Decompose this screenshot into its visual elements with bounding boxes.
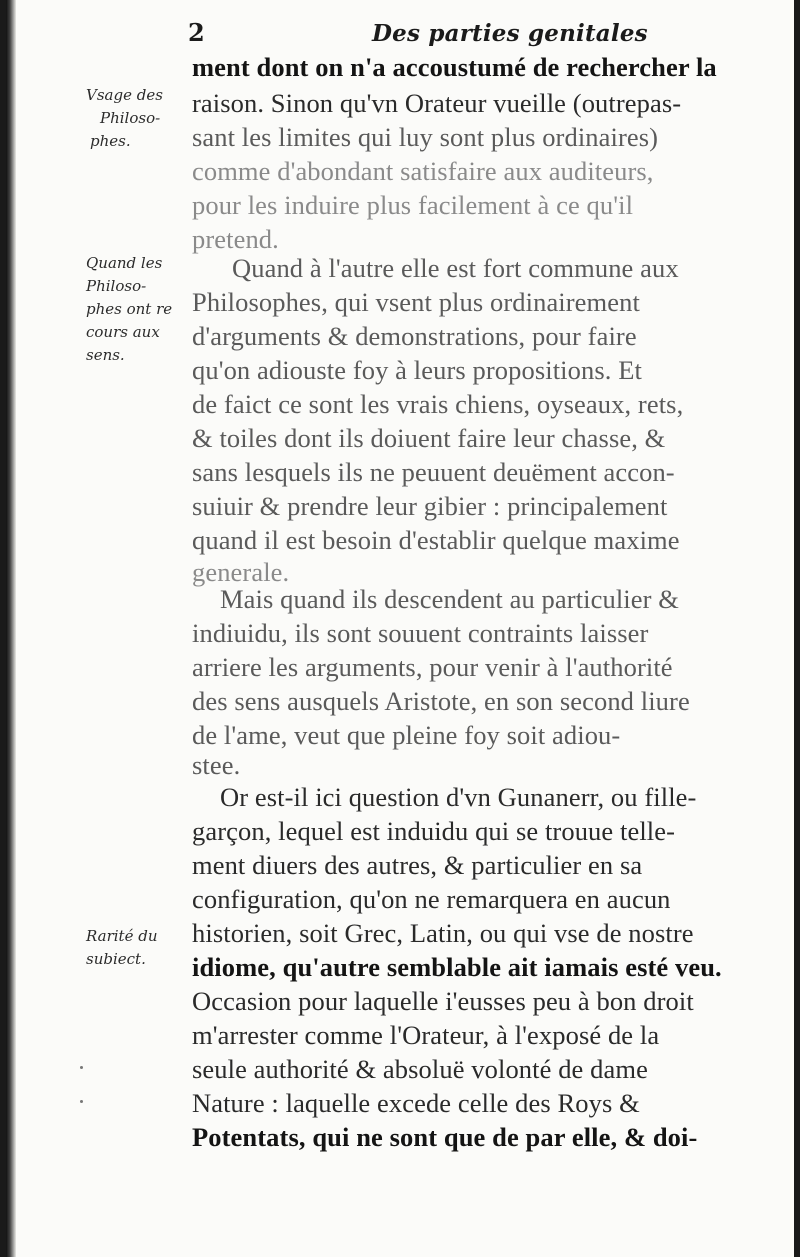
text-line: quand il est besoin d'establir quelque maxime [192, 525, 680, 555]
text-line: indiuidu, ils sont souuent contraints laisser [192, 618, 649, 648]
text-line: sans lesquels ils ne peuuent deuëment accon- [192, 457, 675, 487]
text-line: generale. [192, 557, 290, 587]
text-line: pour les induire plus facilement à ce qu'il [192, 190, 634, 220]
text-line: seule authorité & absoluë volonté de dame [192, 1054, 648, 1084]
book-page [6, 0, 794, 1257]
body-text [6, 0, 794, 1257]
marginal-note-line: Philoso- [100, 109, 161, 127]
marginal-note-line: Vsage des [86, 86, 163, 104]
marginal-note-line: phes. [90, 132, 131, 150]
page-number: 2 [188, 18, 205, 47]
text-line: de faict ce sont les vrais chiens, oyseaux, rets, [192, 389, 684, 419]
text-line: Quand à l'autre elle est fort commune aux [232, 253, 679, 283]
text-line: Mais quand ils descendent au particulier & [220, 584, 679, 614]
text-line: qu'on adiouste foy à leurs propositions. Et [192, 355, 642, 385]
text-line: comme d'abondant satisfaire aux auditeurs, [192, 156, 654, 186]
text-line: sant les limites qui luy sont plus ordinaires) [192, 122, 659, 152]
marginal-note-line: subiect. [86, 950, 146, 968]
text-line: d'arguments & demonstrations, pour faire [192, 321, 637, 351]
text-line: ment dont on n'a accoustumé de rechercher la [192, 52, 717, 82]
text-line: de l'ame, veut que pleine foy soit adiou- [192, 720, 621, 750]
text-line: & toiles dont ils doiuent faire leur chasse, & [192, 423, 666, 453]
text-line: des sens ausquels Aristote, en son second liure [192, 686, 690, 716]
text-line: historien, soit Grec, Latin, ou qui vse de nostre [192, 918, 694, 948]
text-line: Or est-il ici question d'vn Gunanerr, ou fille- [220, 782, 697, 812]
text-line: raison. Sinon qu'vn Orateur vueille (outrepas- [192, 88, 682, 118]
marginal-note-line: Rarité du [86, 927, 158, 945]
text-line: configuration, qu'on ne remarquera en aucun [192, 884, 671, 914]
marginal-note-line: sens. [86, 346, 125, 364]
text-line: Nature : laquelle excede celle des Roys & [192, 1088, 640, 1118]
text-line: suiuir & prendre leur gibier : principalement [192, 491, 668, 521]
running-head: Des parties genitales [372, 20, 648, 47]
ink-speck [80, 1100, 83, 1103]
text-line: ment diuers des autres, & particulier en sa [192, 850, 643, 880]
text-line: stee. [192, 750, 241, 780]
text-line: pretend. [192, 224, 279, 254]
marginal-note-line: cours aux [86, 323, 160, 341]
ink-speck [80, 1066, 83, 1069]
marginal-note-line: phes ont re [86, 300, 173, 318]
text-line: m'arrester comme l'Orateur, à l'exposé de la [192, 1020, 660, 1050]
marginal-note-line: Philoso- [86, 277, 147, 295]
text-line: Potentats, qui ne sont que de par elle, & doi- [192, 1122, 698, 1152]
text-line: garçon, lequel est induidu qui se trouue telle- [192, 816, 676, 846]
text-line: idiome, qu'autre semblable ait iamais esté veu. [192, 952, 722, 982]
text-line: Occasion pour laquelle i'eusses peu à bon droit [192, 986, 694, 1016]
marginal-note-line: Quand les [86, 254, 163, 272]
text-line: Philosophes, qui vsent plus ordinairement [192, 287, 640, 317]
text-line: arriere les arguments, pour venir à l'authorité [192, 652, 673, 682]
